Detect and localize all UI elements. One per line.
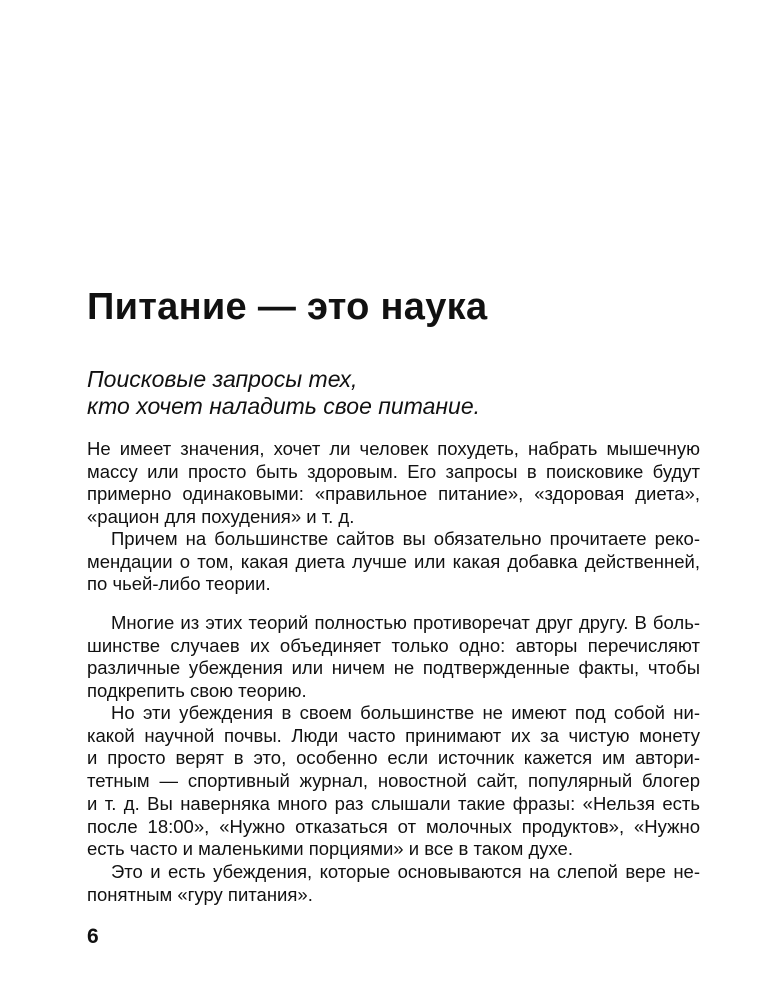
- paragraph-5: [87, 861, 700, 906]
- text-line: различные убеждения или ничем не подтвержденные факты, чтобы: [87, 657, 700, 679]
- text-line: после 18:00», «Нужно отказаться от молочных продуктов», «Нужно: [87, 815, 700, 837]
- text-line: Это и есть убеждения, которые основываются на слепой вере не-: [111, 861, 700, 882]
- paragraph-4: [87, 702, 700, 861]
- text-line: Причем на большинстве сайтов вы обязательно прочитаете реко-: [111, 528, 700, 549]
- text-line: примерно одинаковыми: «правильное питание», «здоровая диета»,: [87, 483, 700, 505]
- subtitle-line: Поисковые запросы тех,: [87, 366, 358, 392]
- text-line: подкрепить свою теорию.: [87, 680, 307, 702]
- text-line: Не имеет значения, хочет ли человек похудеть, набрать мышечную: [87, 438, 700, 459]
- paragraph-1: [87, 438, 700, 529]
- page-number: 6: [87, 925, 99, 948]
- paragraph-3: [87, 612, 700, 703]
- chapter-title: Питание — это наука: [87, 286, 488, 328]
- paragraph-2: [87, 528, 700, 596]
- text-line: «рацион для похудения» и т. д.: [87, 506, 355, 528]
- subtitle: [87, 366, 480, 420]
- subtitle-line: кто хочет наладить свое питание.: [87, 393, 481, 419]
- text-line: мендации о том, какая диета лучше или какая добавка действенней,: [87, 550, 700, 572]
- text-line: Многие из этих теорий полностью противоречат друг другу. В боль-: [111, 612, 700, 633]
- text-line: и т. д. Вы наверняка много раз слышали такие фразы: «Нельзя есть: [87, 792, 700, 814]
- text-line: есть часто и маленькими порциями» и все в таком духе.: [87, 838, 573, 860]
- text-line: массу или просто быть здоровым. Его запросы в поисковике будут: [87, 460, 700, 482]
- text-line: и просто верят в это, особенно если источник кажется им автори-: [87, 747, 700, 769]
- text-line: Но эти убеждения в своем большинстве не имеют под собой ни-: [111, 702, 700, 723]
- text-line: шинстве случаев их объединяет только одно: авторы перечисляют: [87, 634, 700, 656]
- text-line: какой научной почвы. Люди часто принимают их за чистую монету: [87, 724, 700, 746]
- text-line: тетным — спортивный журнал, новостной сайт, популярный блогер: [87, 770, 700, 792]
- text-line: по чьей-либо теории.: [87, 573, 271, 595]
- text-line: понятным «гуру питания».: [87, 883, 313, 905]
